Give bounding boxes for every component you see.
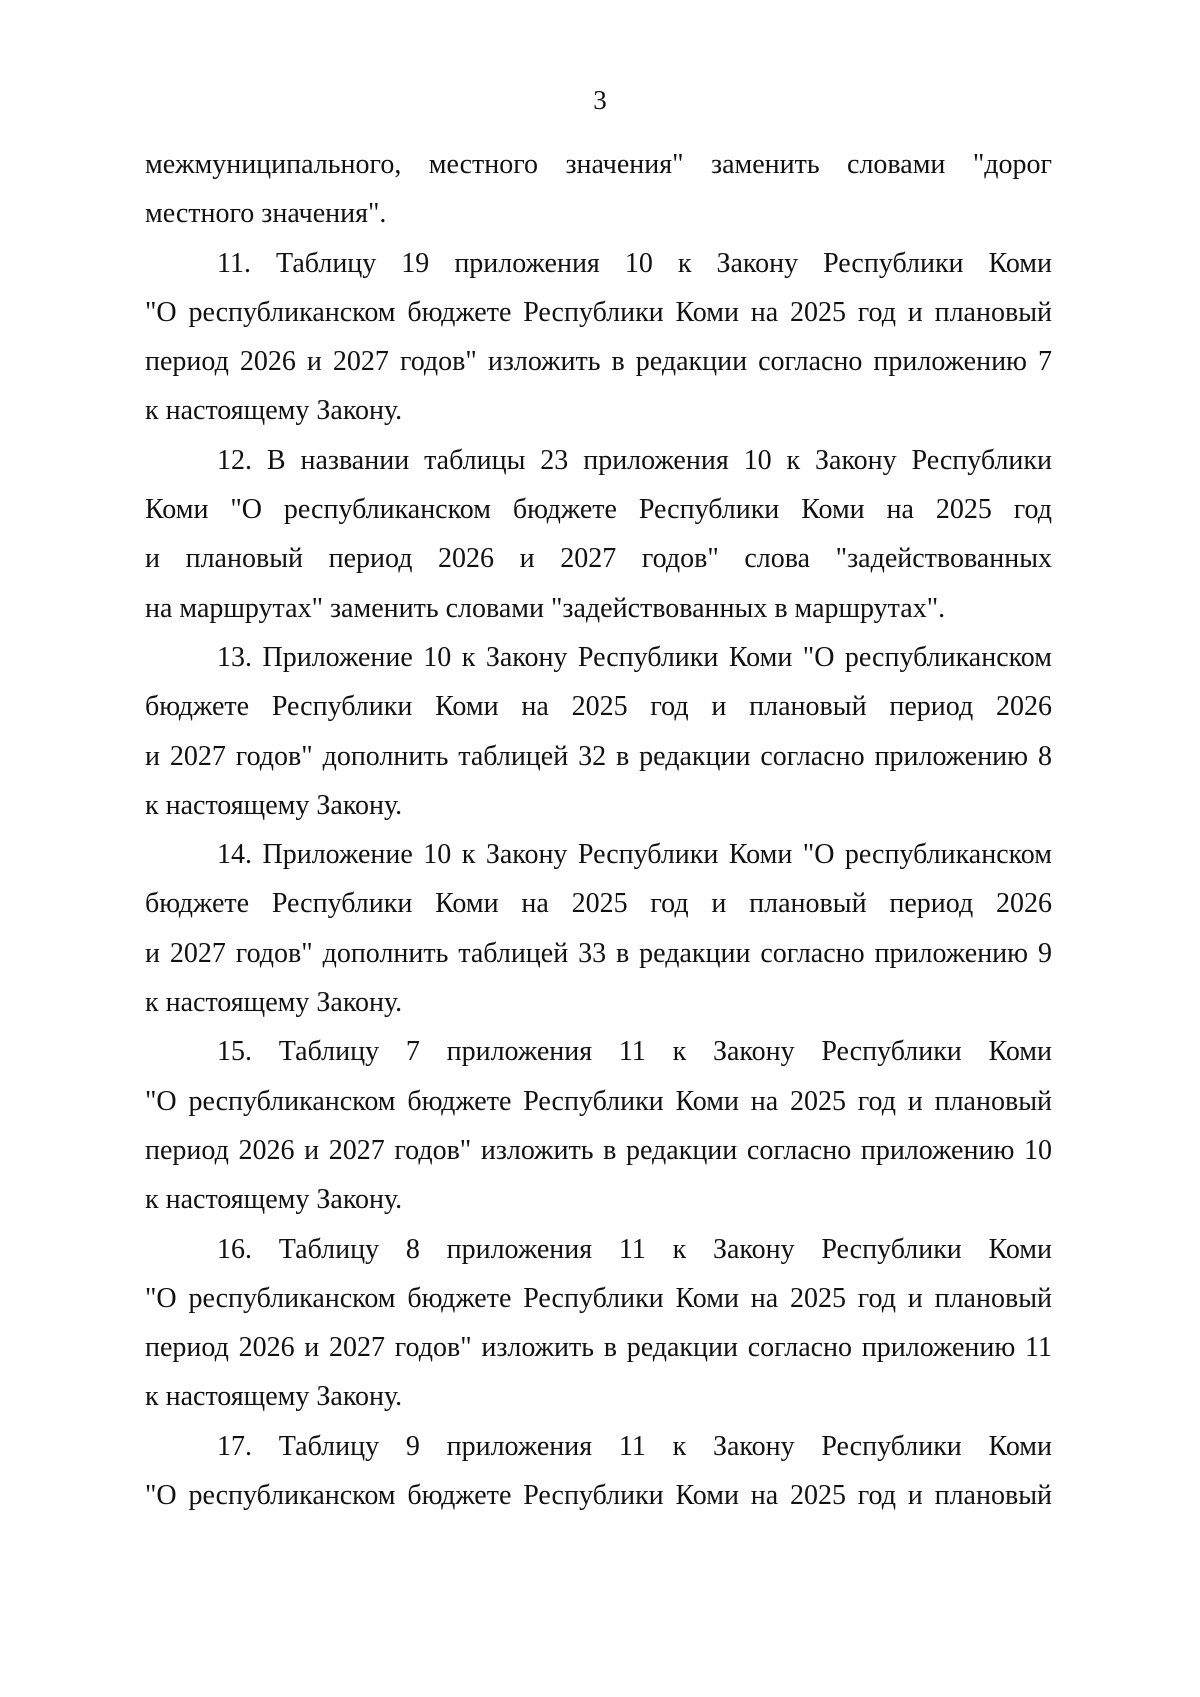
text-line: Коми "О республиканском бюджете Республики Коми на 2025 год bbox=[145, 494, 1052, 526]
text-line: "О республиканском бюджете Республики Коми на 2025 год и плановый bbox=[145, 1480, 1052, 1512]
paragraph-item-13 bbox=[145, 633, 1052, 830]
text-line: к настоящему Закону. bbox=[145, 789, 403, 821]
text-line: 15. Таблицу 7 приложения 11 к Закону Республики Коми bbox=[217, 1036, 1052, 1068]
paragraph-item-14 bbox=[145, 830, 1052, 1027]
paragraph-continuation bbox=[145, 140, 1052, 239]
text-line: 12. В названии таблицы 23 приложения 10 к Закону Республики bbox=[217, 444, 1052, 476]
text-line: межмуниципального, местного значения" заменить словами "дорог bbox=[145, 149, 1052, 180]
text-line: к настоящему Закону. bbox=[145, 1184, 403, 1216]
text-line: бюджете Республики Коми на 2025 год и плановый период 2026 bbox=[145, 888, 1052, 920]
paragraph-item-12 bbox=[145, 436, 1052, 633]
text-line: 17. Таблицу 9 приложения 11 к Закону Республики Коми bbox=[217, 1430, 1052, 1462]
paragraph-item-15 bbox=[145, 1027, 1052, 1224]
paragraph-item-16 bbox=[145, 1225, 1052, 1422]
text-line: 14. Приложение 10 к Закону Республики Коми "О республиканском bbox=[217, 839, 1052, 871]
text-line: период 2026 и 2027 годов" изложить в редакции согласно приложению 7 bbox=[145, 346, 1052, 378]
page-number: 3 bbox=[593, 85, 607, 115]
text-line: к настоящему Закону. bbox=[145, 1381, 403, 1413]
text-line: и 2027 годов" дополнить таблицей 32 в редакции согласно приложению 8 bbox=[145, 740, 1052, 772]
paragraph-item-11 bbox=[145, 239, 1052, 436]
text-line: и 2027 годов" дополнить таблицей 33 в редакции согласно приложению 9 bbox=[145, 937, 1052, 969]
text-line: период 2026 и 2027 годов" изложить в редакции согласно приложению 11 bbox=[145, 1332, 1052, 1364]
text-line: 13. Приложение 10 к Закону Республики Коми "О республиканском bbox=[217, 641, 1052, 673]
text-line: бюджете Республики Коми на 2025 год и плановый период 2026 bbox=[145, 691, 1052, 723]
text-line: и плановый период 2026 и 2027 годов" слова "задействованных bbox=[145, 543, 1052, 575]
text-line: период 2026 и 2027 годов" изложить в редакции согласно приложению 10 bbox=[145, 1134, 1052, 1166]
text-line: 16. Таблицу 8 приложения 11 к Закону Республики Коми bbox=[217, 1233, 1052, 1265]
text-line: "О республиканском бюджете Республики Коми на 2025 год и плановый bbox=[145, 296, 1052, 328]
document-body bbox=[145, 140, 1052, 1520]
text-line: местного значения". bbox=[145, 198, 387, 230]
text-line: "О республиканском бюджете Республики Коми на 2025 год и плановый bbox=[145, 1282, 1052, 1314]
text-line: "О республиканском бюджете Республики Коми на 2025 год и плановый bbox=[145, 1085, 1052, 1117]
text-line: 11. Таблицу 19 приложения 10 к Закону Республики Коми bbox=[217, 247, 1052, 279]
text-line: на маршрутах" заменить словами "задействованных в маршрутах". bbox=[145, 592, 946, 624]
text-line: к настоящему Закону. bbox=[145, 395, 403, 427]
paragraph-item-17 bbox=[145, 1422, 1052, 1521]
text-line: к настоящему Закону. bbox=[145, 987, 403, 1019]
